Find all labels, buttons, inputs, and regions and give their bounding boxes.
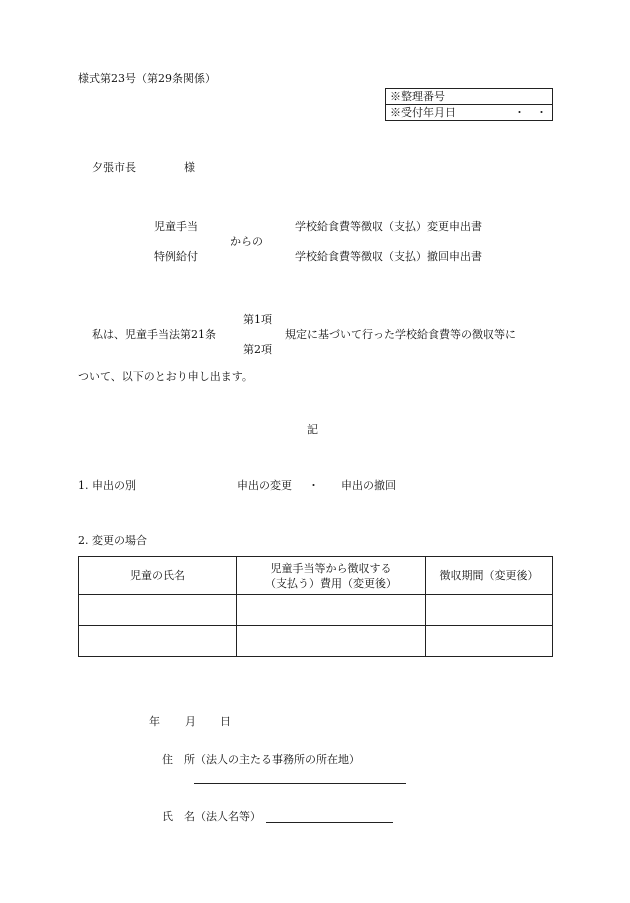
title-benefit-1: 児童手当 bbox=[154, 220, 198, 233]
management-number-label: ※整理番号 bbox=[390, 90, 445, 103]
date-day: 日 bbox=[220, 715, 231, 728]
management-number-field[interactable] bbox=[386, 89, 552, 104]
option-change[interactable]: 申出の変更 bbox=[237, 479, 292, 492]
option-withdraw[interactable]: 申出の撤回 bbox=[341, 479, 396, 492]
title-benefit-2: 特例給付 bbox=[154, 250, 198, 263]
body-line-2: ついて、以下のとおり申し出ます。 bbox=[78, 370, 253, 383]
address-label: 住 所（法人の主たる事務所の所在地） bbox=[162, 753, 360, 766]
address-input-line[interactable] bbox=[194, 783, 406, 784]
body-suffix: 規定に基づいて行った学校給食費等の徴収等に bbox=[285, 328, 516, 341]
table-header-row bbox=[79, 557, 553, 595]
body-clause-1: 第1項 bbox=[243, 313, 272, 326]
header-cost bbox=[237, 557, 426, 595]
addressee-mayor: 夕張市長 bbox=[92, 161, 136, 174]
table-row bbox=[79, 626, 553, 657]
addressee-honorific: 様 bbox=[184, 161, 195, 174]
header-child-name: 児童の氏名 bbox=[79, 557, 237, 595]
header-cost-line-2: （支払う）費用（変更後） bbox=[265, 576, 397, 590]
period-cell[interactable] bbox=[426, 626, 553, 657]
cost-cell[interactable] bbox=[237, 595, 426, 626]
header-period: 徴収期間（変更後） bbox=[426, 557, 553, 595]
table-row bbox=[79, 595, 553, 626]
ki-heading: 記 bbox=[307, 423, 318, 436]
section2-label: 2. 変更の場合 bbox=[78, 534, 147, 547]
body-prefix: 私は、児童手当法第21条 bbox=[92, 328, 216, 341]
body-clause-2: 第2項 bbox=[243, 343, 272, 356]
cost-cell[interactable] bbox=[237, 626, 426, 657]
title-form-withdraw: 学校給食費等徴収（支払）撤回申出書 bbox=[295, 250, 482, 263]
receipt-box bbox=[385, 88, 553, 121]
title-form-change: 学校給食費等徴収（支払）変更申出書 bbox=[295, 220, 482, 233]
name-label: 氏 名（法人名等） bbox=[162, 810, 261, 823]
header-cost-line-1: 児童手当等から徴収する bbox=[270, 561, 392, 575]
child-name-cell[interactable] bbox=[79, 626, 237, 657]
section1-label: 1. 申出の別 bbox=[78, 479, 136, 492]
form-number: 様式第23号（第29条関係） bbox=[78, 72, 216, 85]
child-name-cell[interactable] bbox=[79, 595, 237, 626]
received-date-label: ※受付年月日 bbox=[390, 106, 456, 119]
received-date-dots: ・ ・ bbox=[514, 106, 547, 119]
name-input-line[interactable] bbox=[266, 822, 393, 823]
change-table bbox=[78, 556, 553, 657]
option-separator: ・ bbox=[308, 479, 319, 492]
period-cell[interactable] bbox=[426, 595, 553, 626]
received-date-field[interactable] bbox=[386, 104, 552, 120]
date-year: 年 bbox=[149, 715, 160, 728]
title-connector: からの bbox=[230, 235, 263, 248]
date-month: 月 bbox=[185, 715, 196, 728]
